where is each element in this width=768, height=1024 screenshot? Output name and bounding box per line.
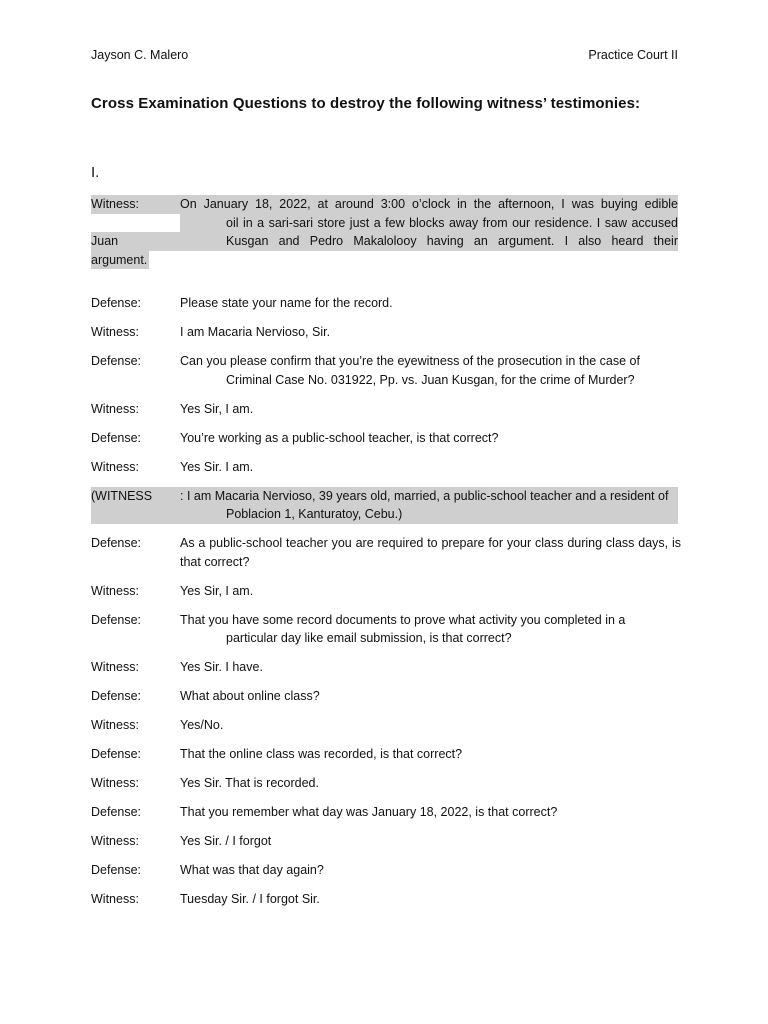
dialogue-line: Can you please confirm that you’re the eyewitness of the prosecution in the case of [180,354,640,368]
dialogue-line: Tuesday Sir. / I forgot Sir. [180,892,320,906]
dialogue-line: Yes Sir. That is recorded. [180,776,319,790]
dialogue-entry [91,832,681,851]
speaker-label: Witness: [91,892,139,906]
speaker-label: Witness: [91,197,139,211]
dialogue-line: Yes Sir, I am. [180,401,254,416]
dialogue-line: Criminal Case No. 031922, Pp. vs. Juan Kusgan, for the crime of Murder? [226,372,635,387]
dialogue-entry [91,687,681,706]
speaker-label: (WITNESS [91,488,153,503]
dialogue-text [180,323,681,342]
dialogue-text [180,458,681,477]
dialogue-entry [91,861,681,880]
dialogue-text [180,687,681,706]
dialogue-entry [91,534,681,571]
dialogue-entry [91,323,681,342]
speaker-label: Defense: [91,805,142,819]
speaker-label: Defense: [91,747,142,761]
dialogue-entry [91,890,681,909]
dialogue-text [180,658,681,677]
witness-statement [91,195,678,269]
dialogue-text [180,534,681,571]
dialogue-text [180,294,681,313]
speaker-label: Witness: [91,660,139,674]
dialogue-text [180,582,681,601]
statement-line: Kusgan and Pedro Makalolooy having an argument. I also heard their [226,234,678,248]
speaker-label: Defense: [91,689,142,703]
statement-word: Juan [91,234,119,248]
dialogue-text [180,429,681,448]
dialogue-text [180,716,681,735]
speaker-label: Witness: [91,776,139,790]
statement-line: argument. [91,252,148,267]
statement-line: oil in a sari-sari store just a few blocks away from our residence. I saw accused [226,215,678,230]
dialogue-line: I am Macaria Nervioso, Sir. [180,325,331,339]
dialogue-text [180,487,678,524]
dialogue-text [180,400,681,419]
speaker-label: Defense: [91,430,142,445]
dialogue-line: Yes Sir. / I forgot [180,834,272,848]
speaker-label: Witness: [91,583,139,598]
dialogue-line: That the online class was recorded, is that correct? [180,747,463,761]
dialogue-line: Please state your name for the record. [180,296,393,310]
dialogue-entry [91,803,681,822]
dialogue-entry [91,487,678,524]
header-course: Practice Court II [588,48,678,62]
dialogue-line: Yes Sir. I have. [180,660,263,674]
dialogue-text [180,890,681,909]
dialogue-line: : I am Macaria Nervioso, 39 years old, married, a public-school teacher and a resident of [180,488,669,503]
dialogue-line: Yes Sir. I am. [180,459,254,474]
speaker-label: Defense: [91,354,142,368]
dialogue-entry [91,352,681,389]
dialogue-line: Yes/No. [180,718,224,732]
dialogue-list [91,294,681,919]
speaker-label: Witness: [91,718,139,732]
dialogue-entry [91,774,681,793]
speaker-label: Witness: [91,401,139,416]
dialogue-text [180,352,681,389]
dialogue-line: particular day like email submission, is that correct? [226,631,512,645]
speaker-label: Defense: [91,863,142,877]
dialogue-entry [91,400,681,419]
dialogue-entry [91,658,681,677]
section-number: I. [91,164,100,181]
header-author: Jayson C. Malero [91,48,189,62]
dialogue-text [180,745,681,764]
dialogue-line: Poblacion 1, Kanturatoy, Cebu.) [226,507,403,521]
document-title: Cross Examination Questions to destroy the following witness’ testimonies: [91,95,641,112]
dialogue-text [180,861,681,880]
dialogue-text [180,832,681,851]
speaker-label: Defense: [91,612,142,627]
speaker-label: Witness: [91,834,139,848]
dialogue-entry [91,429,681,448]
dialogue-line: What was that day again? [180,863,324,877]
dialogue-entry [91,458,681,477]
dialogue-entry [91,611,681,648]
dialogue-line: That you have some record documents to prove what activity you completed in a [180,612,626,627]
dialogue-line: What about online class? [180,689,320,703]
speaker-label: Witness: [91,325,139,339]
speaker-label: Witness: [91,459,139,474]
dialogue-line: Yes Sir, I am. [180,583,254,598]
dialogue-entry [91,716,681,735]
dialogue-entry [91,294,681,313]
dialogue-entry [91,582,681,601]
dialogue-line: That you remember what day was January 18, 2022, is that correct? [180,805,558,819]
dialogue-line: You’re working as a public-school teacher, is that correct? [180,430,499,445]
dialogue-text [180,774,681,793]
speaker-label: Defense: [91,536,142,550]
dialogue-text [180,803,681,822]
dialogue-line: As a public-school teacher you are required to prepare for your class during class days, is that correct? [180,536,681,569]
dialogue-entry [91,745,681,764]
statement-line: On January 18, 2022, at around 3:00 o’clock in the afternoon, I was buying edible [180,197,678,211]
speaker-label: Defense: [91,296,142,310]
dialogue-text [180,611,681,648]
